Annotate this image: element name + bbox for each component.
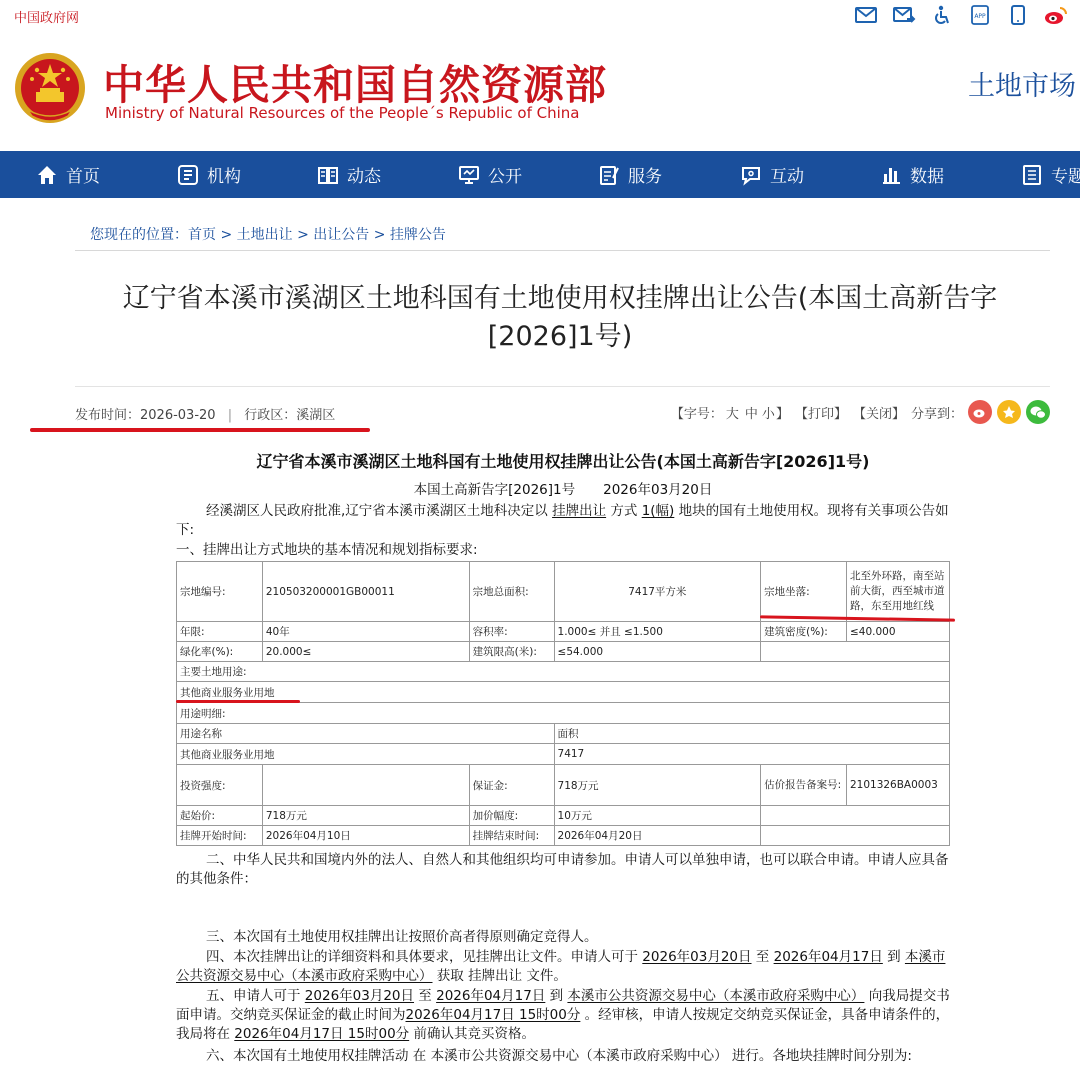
- main-nav: [0, 151, 1085, 198]
- app-icon-label: APP: [974, 13, 986, 20]
- table-label: 建筑限高(米):: [469, 642, 554, 662]
- publish-label: 发布时间：: [75, 408, 141, 423]
- s4-text: 至: [751, 949, 774, 965]
- ministry-title-cn: 中华人民共和国自然资源部: [103, 61, 607, 109]
- table-label: 容积率:: [469, 622, 554, 642]
- share-label: 分享到：: [910, 406, 963, 422]
- table-cell: 718万元: [554, 765, 761, 806]
- s5-confirm-time: 2026年04月17日 15时00分: [234, 1026, 410, 1042]
- breadcrumb-land-transfer[interactable]: 土地出让: [236, 227, 293, 243]
- top-bar: [0, 0, 1080, 30]
- article-title-line1: 辽宁省本溪市溪湖区土地科国有土地使用权挂牌出让公告(本国土高新告字: [122, 283, 998, 314]
- share-weibo-icon[interactable]: [968, 400, 992, 424]
- table-label: 挂牌结束时间:: [469, 826, 554, 846]
- section-1-heading: 一、挂牌出让方式地块的基本情况和规划指标要求:: [176, 542, 478, 558]
- section-6: 六、本次国有土地使用权挂牌活动 在 本溪市公共资源交易中心（本溪市政府采购中心） 进行。各地块挂牌时间分别为:: [206, 1048, 912, 1064]
- s4-start-date: 2026年03月20日: [642, 949, 752, 965]
- breadcrumb-listing-notice[interactable]: 挂牌公告: [389, 227, 446, 243]
- s5-text: 到: [545, 988, 568, 1004]
- table-row: [177, 724, 950, 744]
- table-label: 宗地总面积:: [469, 562, 554, 622]
- table-cell: 10万元: [554, 806, 761, 826]
- nav-item-topic[interactable]: [1021, 151, 1085, 198]
- site-header: [0, 30, 1080, 151]
- meta-separator: |: [227, 408, 233, 423]
- table-cell: 2101326BA0003: [846, 765, 949, 806]
- top-icon-bar: [854, 4, 1068, 26]
- article-meta: [75, 404, 335, 423]
- land-info-table: [176, 561, 950, 846]
- s4-text: 到: [882, 949, 905, 965]
- table-label: 绿化率(%):: [177, 642, 263, 662]
- table-row: [177, 662, 950, 682]
- s5-text: 。经审核，申请人按规定交纳竞买保证金，具备申请条件的，我局将在: [176, 1007, 950, 1042]
- nav-item-home[interactable]: [36, 151, 100, 198]
- s5-text: 前确认其竞买资格。: [409, 1026, 535, 1042]
- table-cell: 210503200001GB00011: [262, 562, 469, 622]
- org-icon: [177, 164, 199, 186]
- s5-start-date: 2026年03月20日: [304, 988, 415, 1004]
- disclosure-icon: [458, 164, 480, 186]
- table-cell: 其他商业服务业用地: [177, 682, 950, 703]
- table-row: [177, 642, 950, 662]
- nav-label: 服务: [628, 167, 662, 187]
- intro-text: 经溪湖区人民政府批准,辽宁省本溪市溪湖区土地科决定以: [206, 503, 553, 519]
- table-cell: 2026年04月10日: [262, 826, 469, 846]
- table-cell: ≤54.000: [554, 642, 761, 662]
- chat-icon: [740, 164, 762, 186]
- s5-deadline: 2026年04月17日 15时00分: [405, 1007, 581, 1023]
- table-row: [177, 806, 950, 826]
- news-icon: [317, 164, 339, 186]
- table-cell: 北至外环路，南至站前大街，西至城市道路，东至用地红线: [846, 562, 949, 622]
- table-label: 挂牌开始时间:: [177, 826, 263, 846]
- s5-text: 向我局提交书面申请。交纳竞买保证金的截止时间为: [176, 988, 950, 1023]
- topic-icon: [1021, 164, 1043, 186]
- app-icon[interactable]: [968, 4, 992, 26]
- table-label: 年限:: [177, 622, 263, 642]
- region-value: 溪湖区: [296, 408, 336, 423]
- accessibility-icon[interactable]: [930, 4, 954, 26]
- s4-text: 获取 挂牌出让 文件。: [432, 968, 567, 984]
- breadcrumb: [90, 224, 446, 244]
- intro-text: 方式: [606, 503, 642, 519]
- article-title: [60, 280, 1060, 356]
- nav-item-disclosure[interactable]: [458, 151, 522, 198]
- table-cell: 1.000≤ 并且 ≤1.500: [554, 622, 761, 642]
- publish-date: 2026-03-20: [140, 408, 216, 423]
- font-size-medium[interactable]: 中: [744, 406, 758, 422]
- data-icon: [880, 164, 902, 186]
- nav-item-data[interactable]: [880, 151, 944, 198]
- nav-label: 动态: [347, 167, 381, 187]
- table-cell: 2026年04月20日: [554, 826, 761, 846]
- s5-text: 五、申请人可于: [206, 988, 305, 1004]
- table-cell: [761, 642, 950, 662]
- table-row: [177, 622, 950, 642]
- mobile-icon[interactable]: [1006, 4, 1030, 26]
- intro-text: 地块的国有土地使用权。现将有关事项公告如下:: [176, 503, 949, 538]
- nav-item-news[interactable]: [317, 151, 381, 198]
- table-cell: 其他商业服务业用地: [177, 744, 555, 765]
- table-cell: 7417: [554, 744, 949, 765]
- doc-subtitle: [140, 478, 986, 498]
- print-button[interactable]: 【打印】: [794, 406, 847, 422]
- weibo-icon[interactable]: [1044, 4, 1068, 26]
- table-row: [177, 562, 950, 622]
- font-size-large[interactable]: 大: [725, 406, 739, 422]
- table-row: [177, 826, 950, 846]
- nav-item-org[interactable]: [177, 151, 241, 198]
- red-annotation-mark: [30, 428, 370, 432]
- table-label: 加价幅度:: [469, 806, 554, 826]
- table-label: 主要土地用途:: [177, 662, 950, 682]
- share-qzone-icon[interactable]: [997, 400, 1021, 424]
- breadcrumb-sep: >: [216, 227, 237, 243]
- breadcrumb-sep: >: [292, 227, 314, 243]
- nav-item-service[interactable]: [598, 151, 662, 198]
- nav-label: 机构: [207, 167, 241, 187]
- table-label: 建筑密度(%):: [761, 622, 847, 642]
- s5-text: 至: [414, 988, 437, 1004]
- article-title-line2: [2026]1号): [487, 321, 633, 352]
- nav-label: 首页: [66, 167, 100, 187]
- s4-text: 四、本次挂牌出让的详细资料和具体要求，见挂牌出让文件。申请人可于: [206, 949, 643, 965]
- table-header: 用途名称: [177, 724, 555, 744]
- red-annotation-mark: [176, 700, 300, 703]
- service-icon: [598, 164, 620, 186]
- table-label: 投资强度:: [177, 765, 263, 806]
- table-cell: [761, 806, 950, 826]
- table-row: [177, 744, 950, 765]
- s5-place: 本溪市公共资源交易中心（本溪市政府采购中心）: [567, 988, 865, 1004]
- nav-label: 数据: [910, 167, 944, 187]
- table-label: 宗地编号:: [177, 562, 263, 622]
- nav-item-interact[interactable]: [740, 151, 804, 198]
- region-label: 行政区：: [244, 408, 297, 423]
- breadcrumb-transfer-notice[interactable]: 出让公告: [313, 227, 370, 243]
- mail-icon[interactable]: [854, 4, 878, 26]
- gov-portal-link[interactable]: 中国政府网: [14, 11, 80, 26]
- divider: [75, 386, 1050, 387]
- table-cell: 20.000≤: [262, 642, 469, 662]
- table-label: 宗地坐落:: [761, 562, 847, 622]
- font-size-label: 【字号：: [670, 406, 723, 422]
- table-cell: [761, 826, 950, 846]
- doc-date: 2026年03月20日: [603, 482, 713, 498]
- table-cell: ≤40.000: [846, 622, 949, 642]
- home-icon: [36, 164, 58, 186]
- table-row: [177, 765, 950, 806]
- intro-paragraph: [176, 502, 951, 540]
- s4-place: 本溪市公共资源交易中心（本溪市政府采购中心）: [176, 949, 946, 984]
- table-header: 面积: [554, 724, 949, 744]
- mail-send-icon[interactable]: [892, 4, 916, 26]
- table-label: 保证金:: [469, 765, 554, 806]
- table-cell: [262, 765, 469, 806]
- table-row: [177, 703, 950, 724]
- section-title: 土地市场: [968, 71, 1076, 102]
- font-size-small[interactable]: 小: [761, 406, 775, 422]
- close-button[interactable]: 【关闭】: [852, 406, 905, 422]
- table-cell: 7417平方米: [554, 562, 761, 622]
- ministry-title-en: Ministry of Natural Resources of the People´s Republic of China: [105, 104, 580, 122]
- section-3: 三、本次国有土地使用权挂牌出让按照价高者得原则确定竞得人。: [206, 929, 598, 945]
- section-4: [176, 948, 951, 986]
- table-cell: 40年: [262, 622, 469, 642]
- table-cell: 718万元: [262, 806, 469, 826]
- section-2: 二、中华人民共和国境内外的法人、自然人和其他组织均可申请参加。申请人可以单独申请，也可以联合申请。申请人应具备的其他条件：: [176, 852, 949, 887]
- font-size-close: 】: [775, 406, 789, 422]
- doc-number: 本国土高新告字[2026]1号: [413, 482, 576, 498]
- nav-label: 专题: [1051, 167, 1085, 187]
- nav-label: 公开: [488, 167, 522, 187]
- national-emblem-icon: [12, 50, 88, 130]
- doc-title: 辽宁省本溪市溪湖区土地科国有土地使用权挂牌出让公告(本国土高新告字[2026]1号): [256, 452, 870, 471]
- table-label: 用途明细:: [177, 703, 950, 724]
- s4-end-date: 2026年04月17日: [773, 949, 883, 965]
- breadcrumb-home[interactable]: 首页: [188, 227, 216, 243]
- s5-end-date: 2026年04月17日: [436, 988, 546, 1004]
- table-label: 起始价:: [177, 806, 263, 826]
- divider: [75, 250, 1050, 251]
- nav-label: 互动: [770, 167, 804, 187]
- intro-count: 1(幅): [641, 503, 675, 519]
- intro-method: 挂牌出让: [552, 503, 607, 519]
- table-label: 估价报告备案号:: [761, 765, 847, 806]
- article-tools: [671, 400, 1050, 424]
- share-wechat-icon[interactable]: [1026, 400, 1050, 424]
- section-5: [176, 987, 951, 1044]
- breadcrumb-label: 您现在的位置：: [90, 227, 188, 243]
- breadcrumb-sep: >: [369, 227, 390, 243]
